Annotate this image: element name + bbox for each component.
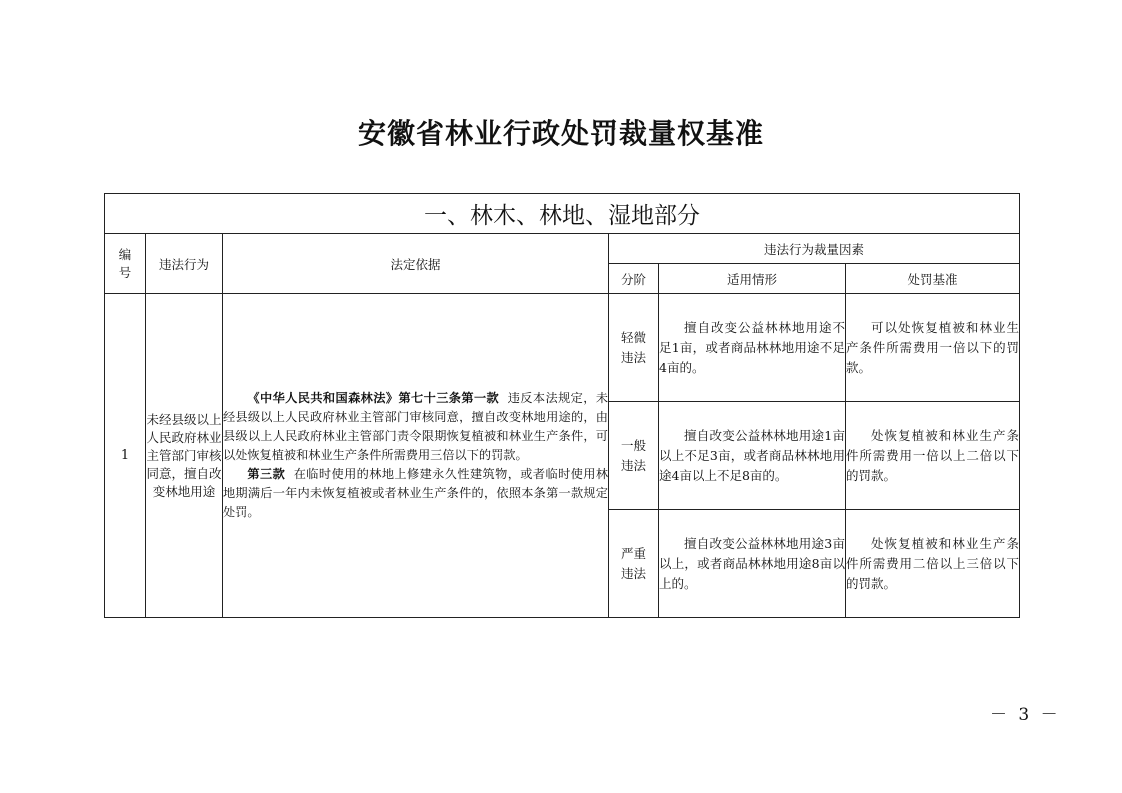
level-serious-label: 严重违法 [620,545,646,581]
standard-serious: 处恢复植被和林业生产条件所需费用二倍以上三倍以下的罚款。 [846,510,1020,618]
basis-clause-1: 违反本法规定，未经县级以上人民政府林业主管部门审核同意，擅自改变林地用途的，由县级以上人民政府林业主管部门责令限期恢复植被和林业生产条件，可以处恢复植被和林业生产条件所需费用三倍以下的罚款。 [223,391,609,462]
basis-law-title: 《中华人民共和国森林法》第七十三条第一款 [247,391,500,405]
header-violation: 违法行为 [146,234,223,294]
standard-minor: 可以处恢复植被和林业生产条件所需费用一倍以下的罚款。 [846,294,1020,402]
document-title: 安徽省林业行政处罚裁量权基准 [357,117,764,150]
row-violation: 未经县级以上人民政府林业主管部门审核同意，擅自改变林地用途 [146,294,223,618]
header-level: 分阶 [609,264,659,294]
row-legal-basis [223,294,609,618]
level-serious [609,510,659,618]
basis-clause-3-label: 第三款 [247,467,286,481]
circumstance-serious: 擅自改变公益林林地用途3亩以上，或者商品林林地用途8亩以上的。 [659,510,846,618]
header-standard: 处罚基准 [846,264,1020,294]
header-number [105,234,146,294]
header-factors: 违法行为裁量因素 [609,234,1020,264]
table-row [105,294,1020,402]
basis-paragraph-2 [223,465,608,522]
standard-general: 处恢复植被和林业生产条件所需费用一倍以上二倍以下的罚款。 [846,402,1020,510]
basis-clause-3: 在临时使用的林地上修建永久性建筑物，或者临时使用林地期满后一年内未恢复植被或者林业生产条件的，依照本条第一款规定处罚。 [223,467,609,519]
discretion-table [104,193,1020,618]
section-title: 一、林木、林地、湿地部分 [105,194,1020,234]
section-row [105,194,1020,234]
header-number-label: 编号 [118,246,132,280]
page-number: － 3 － [990,705,1061,725]
circumstance-minor: 擅自改变公益林林地用途不足1亩，或者商品林林地用途不足4亩的。 [659,294,846,402]
level-general [609,402,659,510]
header-circumstance: 适用情形 [659,264,846,294]
row-number: 1 [105,294,146,618]
level-minor [609,294,659,402]
header-row-1 [105,234,1020,264]
level-general-label: 一般违法 [620,437,646,473]
basis-paragraph-1 [223,389,608,465]
circumstance-general: 擅自改变公益林林地用途1亩以上不足3亩，或者商品林林地用途4亩以上不足8亩的。 [659,402,846,510]
header-legal-basis: 法定依据 [223,234,609,294]
level-minor-label: 轻微违法 [620,329,646,365]
